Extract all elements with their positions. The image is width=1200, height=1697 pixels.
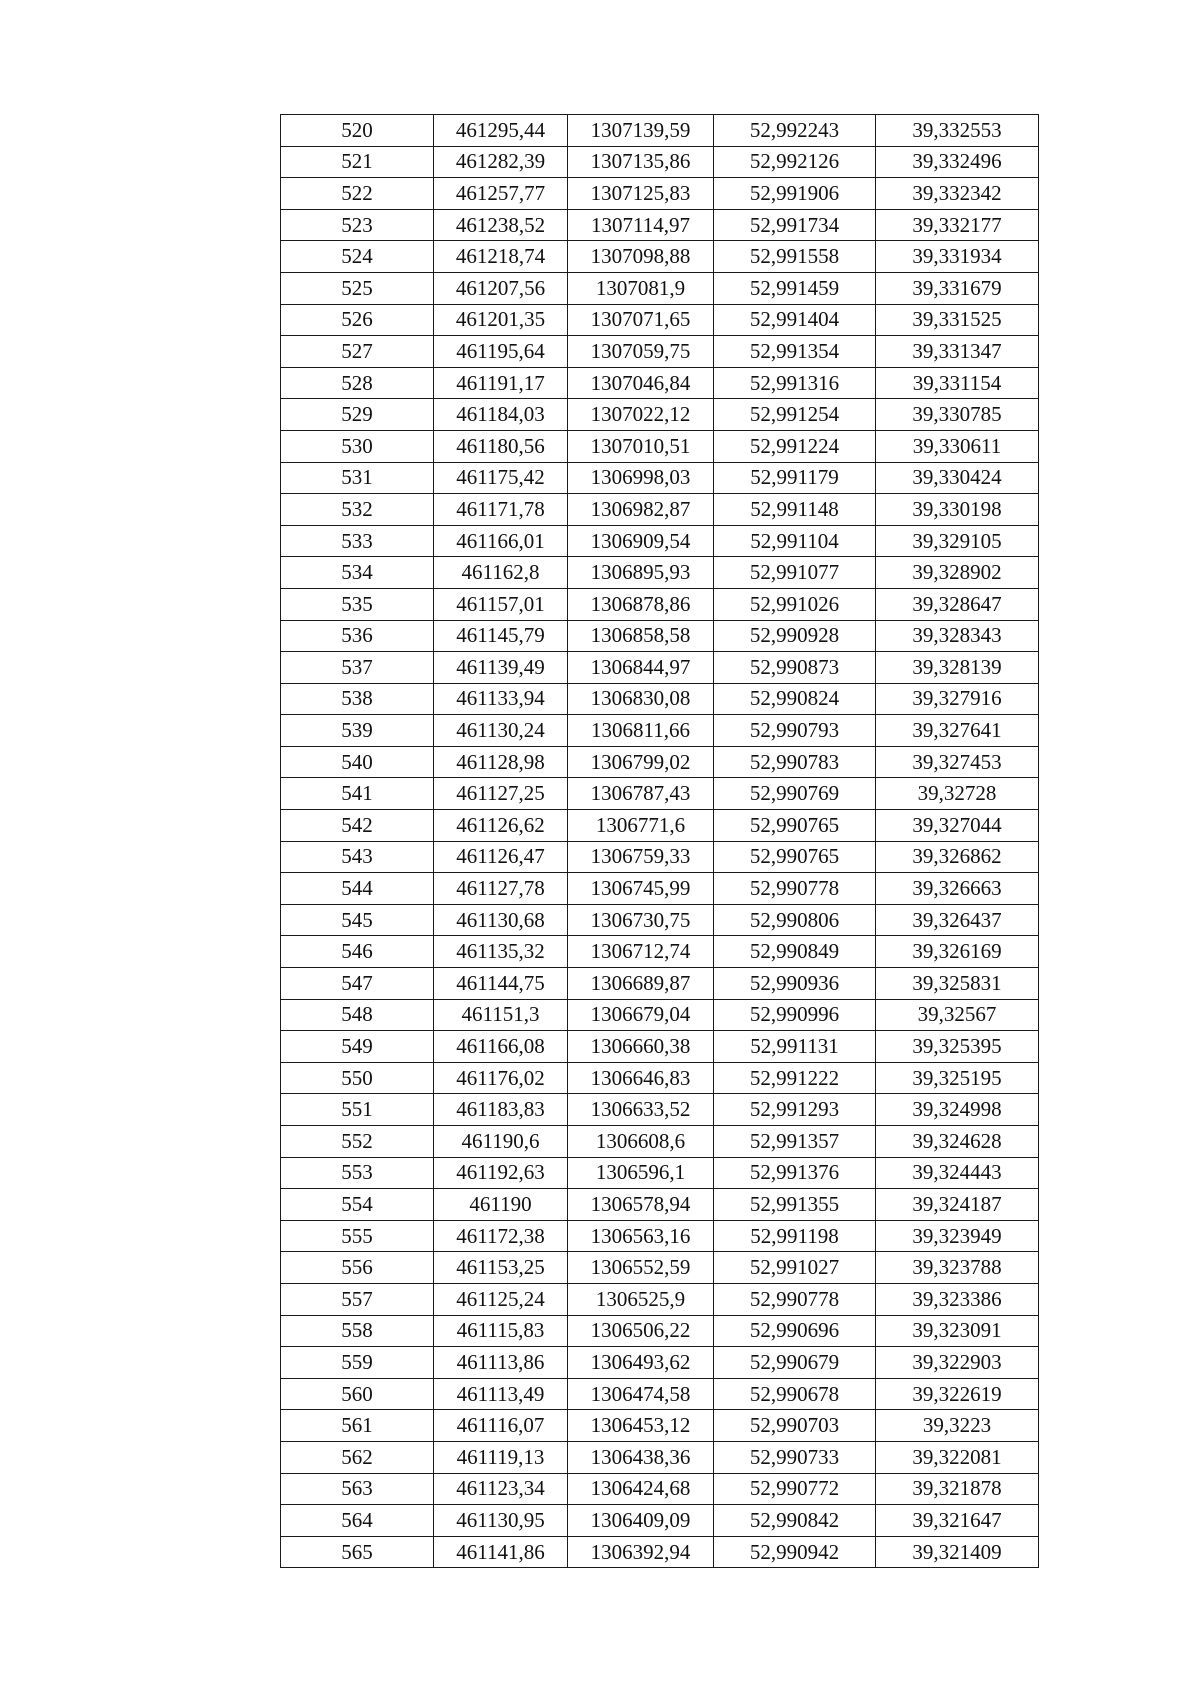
point-number-cell: 531 [281, 462, 434, 494]
point-number-cell: 546 [281, 936, 434, 968]
y-coordinate-cell: 1306525,9 [568, 1283, 714, 1315]
x-coordinate-cell: 461115,83 [434, 1315, 568, 1347]
longitude-cell: 39,322619 [876, 1378, 1039, 1410]
x-coordinate-cell: 461190 [434, 1189, 568, 1221]
y-coordinate-cell: 1306811,66 [568, 715, 714, 747]
point-number-cell: 522 [281, 178, 434, 210]
table-row [281, 525, 1039, 557]
x-coordinate-cell: 461184,03 [434, 399, 568, 431]
point-number-cell: 552 [281, 1126, 434, 1158]
table-row [281, 1473, 1039, 1505]
x-coordinate-cell: 461191,17 [434, 367, 568, 399]
latitude-cell: 52,991027 [714, 1252, 876, 1284]
point-number-cell: 555 [281, 1220, 434, 1252]
longitude-cell: 39,323788 [876, 1252, 1039, 1284]
table-row [281, 1126, 1039, 1158]
longitude-cell: 39,328343 [876, 620, 1039, 652]
point-number-cell: 565 [281, 1536, 434, 1568]
longitude-cell: 39,321409 [876, 1536, 1039, 1568]
y-coordinate-cell: 1307139,59 [568, 115, 714, 147]
x-coordinate-cell: 461151,3 [434, 999, 568, 1031]
longitude-cell: 39,324187 [876, 1189, 1039, 1221]
point-number-cell: 530 [281, 430, 434, 462]
table-row [281, 494, 1039, 526]
y-coordinate-cell: 1306438,36 [568, 1441, 714, 1473]
y-coordinate-cell: 1306759,33 [568, 841, 714, 873]
y-coordinate-cell: 1306745,99 [568, 873, 714, 905]
x-coordinate-cell: 461171,78 [434, 494, 568, 526]
y-coordinate-cell: 1307071,65 [568, 304, 714, 336]
latitude-cell: 52,990873 [714, 652, 876, 684]
x-coordinate-cell: 461145,79 [434, 620, 568, 652]
longitude-cell: 39,331154 [876, 367, 1039, 399]
latitude-cell: 52,990733 [714, 1441, 876, 1473]
x-coordinate-cell: 461175,42 [434, 462, 568, 494]
longitude-cell: 39,331934 [876, 241, 1039, 273]
table-row [281, 1283, 1039, 1315]
latitude-cell: 52,991404 [714, 304, 876, 336]
longitude-cell: 39,3223 [876, 1410, 1039, 1442]
longitude-cell: 39,332553 [876, 115, 1039, 147]
coordinates-table [280, 114, 1039, 1568]
point-number-cell: 536 [281, 620, 434, 652]
longitude-cell: 39,325831 [876, 968, 1039, 1000]
latitude-cell: 52,991357 [714, 1126, 876, 1158]
latitude-cell: 52,991316 [714, 367, 876, 399]
point-number-cell: 541 [281, 778, 434, 810]
point-number-cell: 549 [281, 1031, 434, 1063]
latitude-cell: 52,990703 [714, 1410, 876, 1442]
point-number-cell: 540 [281, 746, 434, 778]
x-coordinate-cell: 461127,25 [434, 778, 568, 810]
latitude-cell: 52,991104 [714, 525, 876, 557]
longitude-cell: 39,322903 [876, 1347, 1039, 1379]
table-row [281, 936, 1039, 968]
table-row [281, 1220, 1039, 1252]
longitude-cell: 39,331679 [876, 272, 1039, 304]
longitude-cell: 39,331347 [876, 336, 1039, 368]
y-coordinate-cell: 1306506,22 [568, 1315, 714, 1347]
longitude-cell: 39,327044 [876, 810, 1039, 842]
y-coordinate-cell: 1306596,1 [568, 1157, 714, 1189]
point-number-cell: 551 [281, 1094, 434, 1126]
table-row [281, 999, 1039, 1031]
latitude-cell: 52,990793 [714, 715, 876, 747]
table-row [281, 778, 1039, 810]
point-number-cell: 538 [281, 683, 434, 715]
longitude-cell: 39,321647 [876, 1505, 1039, 1537]
table-row [281, 1031, 1039, 1063]
table-row [281, 1505, 1039, 1537]
point-number-cell: 526 [281, 304, 434, 336]
latitude-cell: 52,991026 [714, 588, 876, 620]
point-number-cell: 560 [281, 1378, 434, 1410]
y-coordinate-cell: 1306563,16 [568, 1220, 714, 1252]
y-coordinate-cell: 1306552,59 [568, 1252, 714, 1284]
longitude-cell: 39,330785 [876, 399, 1039, 431]
longitude-cell: 39,327641 [876, 715, 1039, 747]
table-row [281, 272, 1039, 304]
y-coordinate-cell: 1306858,58 [568, 620, 714, 652]
table-row [281, 462, 1039, 494]
table-row [281, 557, 1039, 589]
table-row [281, 841, 1039, 873]
table-row [281, 1347, 1039, 1379]
table-row [281, 1252, 1039, 1284]
y-coordinate-cell: 1307022,12 [568, 399, 714, 431]
longitude-cell: 39,331525 [876, 304, 1039, 336]
longitude-cell: 39,325195 [876, 1062, 1039, 1094]
point-number-cell: 556 [281, 1252, 434, 1284]
x-coordinate-cell: 461135,32 [434, 936, 568, 968]
point-number-cell: 563 [281, 1473, 434, 1505]
table-row [281, 810, 1039, 842]
latitude-cell: 52,990772 [714, 1473, 876, 1505]
latitude-cell: 52,990849 [714, 936, 876, 968]
y-coordinate-cell: 1307046,84 [568, 367, 714, 399]
x-coordinate-cell: 461127,78 [434, 873, 568, 905]
point-number-cell: 543 [281, 841, 434, 873]
x-coordinate-cell: 461128,98 [434, 746, 568, 778]
latitude-cell: 52,991558 [714, 241, 876, 273]
latitude-cell: 52,990765 [714, 841, 876, 873]
point-number-cell: 544 [281, 873, 434, 905]
x-coordinate-cell: 461130,95 [434, 1505, 568, 1537]
latitude-cell: 52,990765 [714, 810, 876, 842]
x-coordinate-cell: 461176,02 [434, 1062, 568, 1094]
y-coordinate-cell: 1306909,54 [568, 525, 714, 557]
longitude-cell: 39,332496 [876, 146, 1039, 178]
latitude-cell: 52,992126 [714, 146, 876, 178]
x-coordinate-cell: 461207,56 [434, 272, 568, 304]
longitude-cell: 39,325395 [876, 1031, 1039, 1063]
point-number-cell: 537 [281, 652, 434, 684]
x-coordinate-cell: 461201,35 [434, 304, 568, 336]
point-number-cell: 535 [281, 588, 434, 620]
latitude-cell: 52,991906 [714, 178, 876, 210]
longitude-cell: 39,330198 [876, 494, 1039, 526]
y-coordinate-cell: 1306493,62 [568, 1347, 714, 1379]
longitude-cell: 39,323091 [876, 1315, 1039, 1347]
latitude-cell: 52,990996 [714, 999, 876, 1031]
longitude-cell: 39,330611 [876, 430, 1039, 462]
point-number-cell: 527 [281, 336, 434, 368]
point-number-cell: 557 [281, 1283, 434, 1315]
x-coordinate-cell: 461126,47 [434, 841, 568, 873]
latitude-cell: 52,991376 [714, 1157, 876, 1189]
table-row [281, 1157, 1039, 1189]
x-coordinate-cell: 461157,01 [434, 588, 568, 620]
latitude-cell: 52,990778 [714, 1283, 876, 1315]
table-row [281, 715, 1039, 747]
y-coordinate-cell: 1306392,94 [568, 1536, 714, 1568]
y-coordinate-cell: 1306998,03 [568, 462, 714, 494]
x-coordinate-cell: 461113,49 [434, 1378, 568, 1410]
y-coordinate-cell: 1306474,58 [568, 1378, 714, 1410]
longitude-cell: 39,324443 [876, 1157, 1039, 1189]
longitude-cell: 39,323386 [876, 1283, 1039, 1315]
table-row [281, 146, 1039, 178]
table-row [281, 1378, 1039, 1410]
latitude-cell: 52,990783 [714, 746, 876, 778]
latitude-cell: 52,991354 [714, 336, 876, 368]
longitude-cell: 39,324998 [876, 1094, 1039, 1126]
latitude-cell: 52,991293 [714, 1094, 876, 1126]
longitude-cell: 39,327916 [876, 683, 1039, 715]
table-row [281, 873, 1039, 905]
table-row [281, 1410, 1039, 1442]
point-number-cell: 521 [281, 146, 434, 178]
longitude-cell: 39,321878 [876, 1473, 1039, 1505]
y-coordinate-cell: 1306660,38 [568, 1031, 714, 1063]
x-coordinate-cell: 461153,25 [434, 1252, 568, 1284]
x-coordinate-cell: 461238,52 [434, 209, 568, 241]
y-coordinate-cell: 1307135,86 [568, 146, 714, 178]
x-coordinate-cell: 461116,07 [434, 1410, 568, 1442]
x-coordinate-cell: 461119,13 [434, 1441, 568, 1473]
x-coordinate-cell: 461126,62 [434, 810, 568, 842]
longitude-cell: 39,326169 [876, 936, 1039, 968]
y-coordinate-cell: 1306633,52 [568, 1094, 714, 1126]
point-number-cell: 524 [281, 241, 434, 273]
longitude-cell: 39,322081 [876, 1441, 1039, 1473]
table-row [281, 1094, 1039, 1126]
table-row [281, 399, 1039, 431]
table-row [281, 115, 1039, 147]
longitude-cell: 39,32728 [876, 778, 1039, 810]
y-coordinate-cell: 1307059,75 [568, 336, 714, 368]
point-number-cell: 523 [281, 209, 434, 241]
x-coordinate-cell: 461162,8 [434, 557, 568, 589]
latitude-cell: 52,990842 [714, 1505, 876, 1537]
longitude-cell: 39,32567 [876, 999, 1039, 1031]
latitude-cell: 52,991148 [714, 494, 876, 526]
longitude-cell: 39,326663 [876, 873, 1039, 905]
latitude-cell: 52,991179 [714, 462, 876, 494]
latitude-cell: 52,991222 [714, 1062, 876, 1094]
table-row [281, 1062, 1039, 1094]
longitude-cell: 39,328139 [876, 652, 1039, 684]
table-row [281, 1315, 1039, 1347]
longitude-cell: 39,328902 [876, 557, 1039, 589]
point-number-cell: 542 [281, 810, 434, 842]
table-row [281, 304, 1039, 336]
table-row [281, 1189, 1039, 1221]
latitude-cell: 52,990678 [714, 1378, 876, 1410]
table-row [281, 652, 1039, 684]
table-row [281, 178, 1039, 210]
y-coordinate-cell: 1307125,83 [568, 178, 714, 210]
x-coordinate-cell: 461133,94 [434, 683, 568, 715]
x-coordinate-cell: 461125,24 [434, 1283, 568, 1315]
latitude-cell: 52,991198 [714, 1220, 876, 1252]
point-number-cell: 561 [281, 1410, 434, 1442]
table-row [281, 620, 1039, 652]
x-coordinate-cell: 461141,86 [434, 1536, 568, 1568]
point-number-cell: 529 [281, 399, 434, 431]
table-row [281, 683, 1039, 715]
point-number-cell: 545 [281, 904, 434, 936]
y-coordinate-cell: 1306787,43 [568, 778, 714, 810]
y-coordinate-cell: 1306771,6 [568, 810, 714, 842]
latitude-cell: 52,991224 [714, 430, 876, 462]
y-coordinate-cell: 1306453,12 [568, 1410, 714, 1442]
point-number-cell: 562 [281, 1441, 434, 1473]
x-coordinate-cell: 461183,83 [434, 1094, 568, 1126]
y-coordinate-cell: 1306730,75 [568, 904, 714, 936]
longitude-cell: 39,323949 [876, 1220, 1039, 1252]
y-coordinate-cell: 1306409,09 [568, 1505, 714, 1537]
point-number-cell: 539 [281, 715, 434, 747]
y-coordinate-cell: 1307081,9 [568, 272, 714, 304]
y-coordinate-cell: 1306712,74 [568, 936, 714, 968]
longitude-cell: 39,329105 [876, 525, 1039, 557]
table-row [281, 241, 1039, 273]
longitude-cell: 39,332177 [876, 209, 1039, 241]
longitude-cell: 39,332342 [876, 178, 1039, 210]
x-coordinate-cell: 461180,56 [434, 430, 568, 462]
longitude-cell: 39,326437 [876, 904, 1039, 936]
x-coordinate-cell: 461130,24 [434, 715, 568, 747]
x-coordinate-cell: 461295,44 [434, 115, 568, 147]
y-coordinate-cell: 1307114,97 [568, 209, 714, 241]
table-row [281, 588, 1039, 620]
table-row [281, 209, 1039, 241]
latitude-cell: 52,990769 [714, 778, 876, 810]
coordinates-table-body [281, 115, 1039, 1568]
point-number-cell: 528 [281, 367, 434, 399]
point-number-cell: 558 [281, 1315, 434, 1347]
point-number-cell: 548 [281, 999, 434, 1031]
table-row [281, 904, 1039, 936]
y-coordinate-cell: 1306578,94 [568, 1189, 714, 1221]
latitude-cell: 52,990824 [714, 683, 876, 715]
y-coordinate-cell: 1307098,88 [568, 241, 714, 273]
x-coordinate-cell: 461144,75 [434, 968, 568, 1000]
point-number-cell: 553 [281, 1157, 434, 1189]
x-coordinate-cell: 461130,68 [434, 904, 568, 936]
latitude-cell: 52,991459 [714, 272, 876, 304]
y-coordinate-cell: 1306679,04 [568, 999, 714, 1031]
x-coordinate-cell: 461218,74 [434, 241, 568, 273]
table-row [281, 1536, 1039, 1568]
point-number-cell: 533 [281, 525, 434, 557]
y-coordinate-cell: 1306844,97 [568, 652, 714, 684]
latitude-cell: 52,991734 [714, 209, 876, 241]
latitude-cell: 52,991254 [714, 399, 876, 431]
latitude-cell: 52,990928 [714, 620, 876, 652]
x-coordinate-cell: 461192,63 [434, 1157, 568, 1189]
table-row [281, 336, 1039, 368]
y-coordinate-cell: 1306424,68 [568, 1473, 714, 1505]
x-coordinate-cell: 461257,77 [434, 178, 568, 210]
latitude-cell: 52,991355 [714, 1189, 876, 1221]
table-row [281, 430, 1039, 462]
latitude-cell: 52,990679 [714, 1347, 876, 1379]
y-coordinate-cell: 1307010,51 [568, 430, 714, 462]
latitude-cell: 52,991077 [714, 557, 876, 589]
longitude-cell: 39,326862 [876, 841, 1039, 873]
x-coordinate-cell: 461190,6 [434, 1126, 568, 1158]
point-number-cell: 520 [281, 115, 434, 147]
point-number-cell: 554 [281, 1189, 434, 1221]
x-coordinate-cell: 461195,64 [434, 336, 568, 368]
x-coordinate-cell: 461166,08 [434, 1031, 568, 1063]
x-coordinate-cell: 461113,86 [434, 1347, 568, 1379]
latitude-cell: 52,990806 [714, 904, 876, 936]
longitude-cell: 39,327453 [876, 746, 1039, 778]
y-coordinate-cell: 1306830,08 [568, 683, 714, 715]
x-coordinate-cell: 461166,01 [434, 525, 568, 557]
x-coordinate-cell: 461123,34 [434, 1473, 568, 1505]
table-row [281, 968, 1039, 1000]
y-coordinate-cell: 1306878,86 [568, 588, 714, 620]
table-row [281, 367, 1039, 399]
latitude-cell: 52,991131 [714, 1031, 876, 1063]
latitude-cell: 52,992243 [714, 115, 876, 147]
y-coordinate-cell: 1306689,87 [568, 968, 714, 1000]
point-number-cell: 564 [281, 1505, 434, 1537]
latitude-cell: 52,990942 [714, 1536, 876, 1568]
latitude-cell: 52,990778 [714, 873, 876, 905]
point-number-cell: 547 [281, 968, 434, 1000]
y-coordinate-cell: 1306982,87 [568, 494, 714, 526]
y-coordinate-cell: 1306608,6 [568, 1126, 714, 1158]
point-number-cell: 532 [281, 494, 434, 526]
longitude-cell: 39,328647 [876, 588, 1039, 620]
point-number-cell: 525 [281, 272, 434, 304]
y-coordinate-cell: 1306895,93 [568, 557, 714, 589]
longitude-cell: 39,330424 [876, 462, 1039, 494]
point-number-cell: 534 [281, 557, 434, 589]
y-coordinate-cell: 1306646,83 [568, 1062, 714, 1094]
y-coordinate-cell: 1306799,02 [568, 746, 714, 778]
x-coordinate-cell: 461139,49 [434, 652, 568, 684]
point-number-cell: 550 [281, 1062, 434, 1094]
x-coordinate-cell: 461172,38 [434, 1220, 568, 1252]
x-coordinate-cell: 461282,39 [434, 146, 568, 178]
latitude-cell: 52,990696 [714, 1315, 876, 1347]
latitude-cell: 52,990936 [714, 968, 876, 1000]
table-row [281, 1441, 1039, 1473]
table-row [281, 746, 1039, 778]
point-number-cell: 559 [281, 1347, 434, 1379]
longitude-cell: 39,324628 [876, 1126, 1039, 1158]
